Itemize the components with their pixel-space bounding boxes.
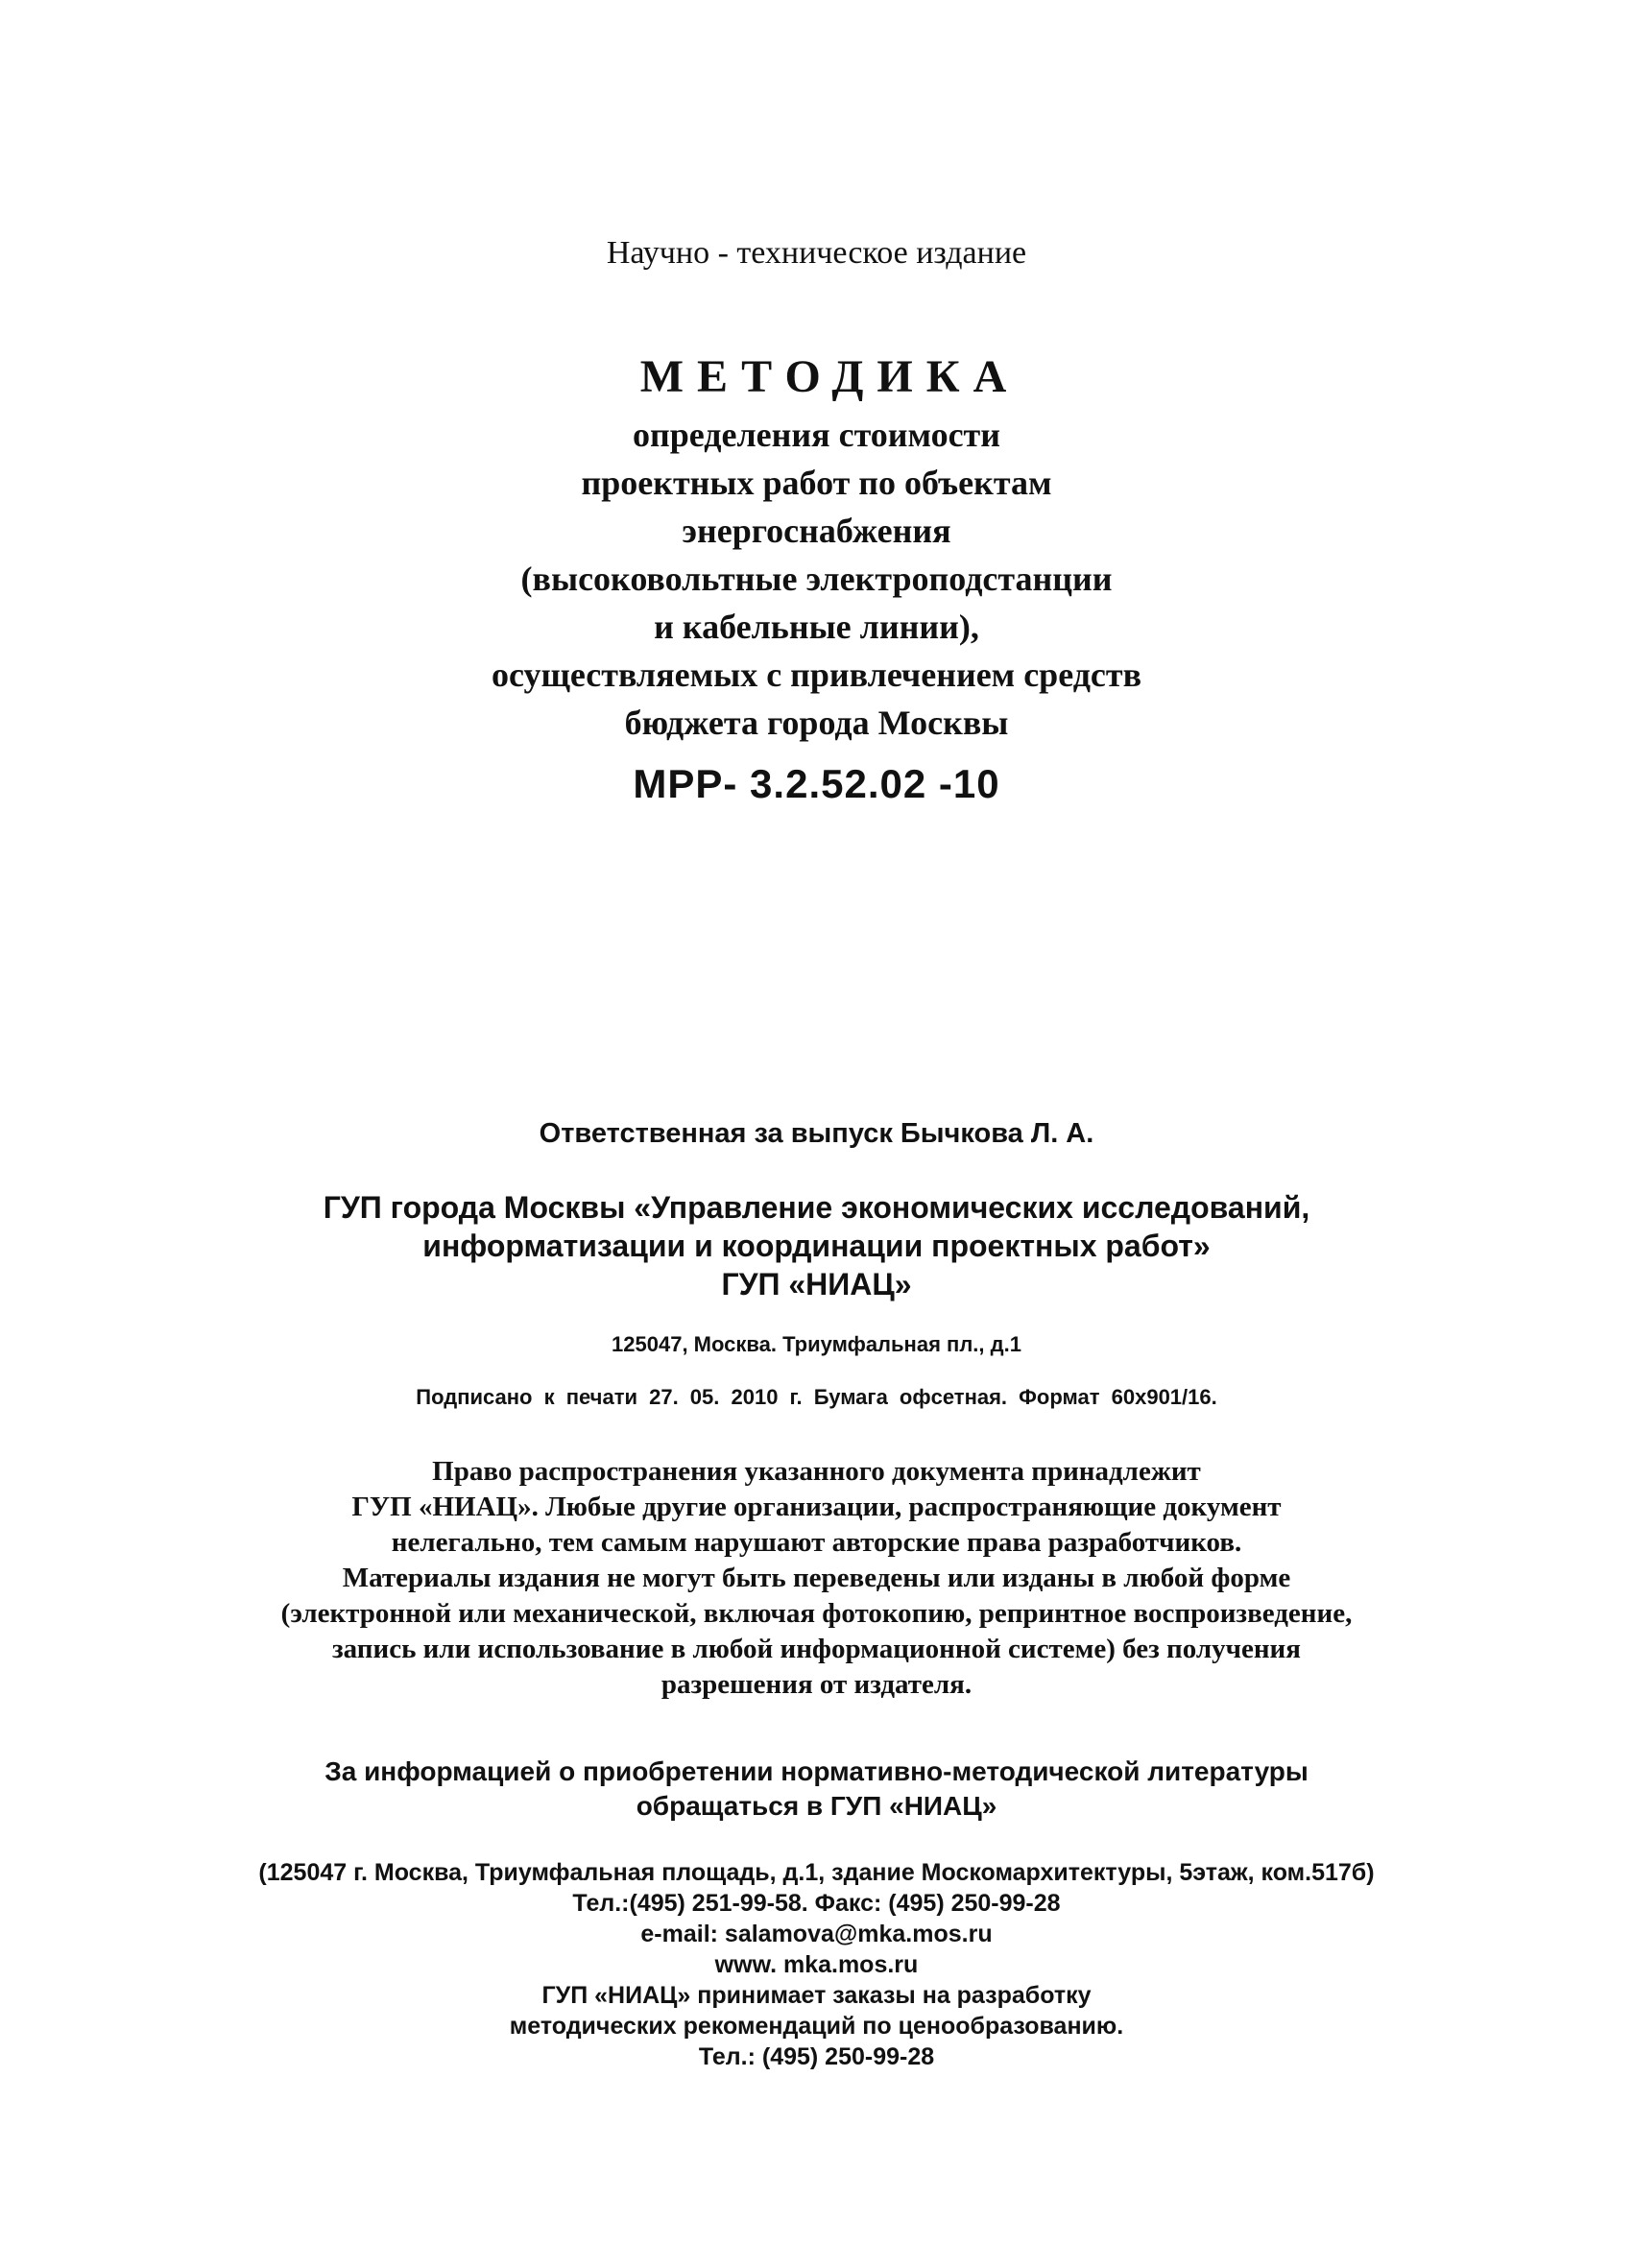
purchase-info <box>0 1755 1633 1824</box>
contact-address: (125047 г. Москва, Триумфальная площадь, д.1, здание Москомархитектуры, 5этаж, ком.517б) <box>258 1859 1375 1886</box>
title-description-line: бюджета города Москвы <box>624 704 1009 742</box>
title-description-line: осуществляемых с привлечением средств <box>491 656 1142 694</box>
copyright-line: разрешения от издателя. <box>660 1669 973 1700</box>
purchase-line: обращаться в ГУП «НИАЦ» <box>636 1791 997 1821</box>
title-description <box>0 411 1633 747</box>
publisher-info <box>0 1188 1633 1303</box>
title-description-line: проектных работ по объектам <box>581 464 1052 502</box>
copyright-line: нелегально, тем самым нарушают авторские права разработчиков. <box>391 1527 1242 1558</box>
title-description-line: (высоковольтные электроподстанции <box>520 560 1113 598</box>
title-description-line: энергоснабжения <box>682 512 951 550</box>
publisher-line: информатизации и координации проектных работ» <box>422 1229 1211 1263</box>
copyright-line: ГУП «НИАЦ». Любые другие организации, распространяющие документ <box>351 1492 1282 1522</box>
document-code <box>0 761 1633 807</box>
edition-type-text: Научно - техническое издание <box>606 235 1027 271</box>
contact-line: методических рекомендаций по ценообразованию. <box>509 2013 1124 2040</box>
publisher-line: ГУП «НИАЦ» <box>721 1267 912 1301</box>
document-code-text: МРР- 3.2.52.02 -10 <box>633 761 1000 806</box>
title-description-line: и кабельные линии), <box>654 608 979 646</box>
contact-phone: Тел.: (495) 250-99-28 <box>698 2043 935 2070</box>
responsible-editor <box>0 1118 1633 1150</box>
edition-type <box>0 235 1633 272</box>
contact-website: www. mka.mos.ru <box>714 1951 919 1978</box>
publisher-address-text: 125047, Москва. Триумфальная пл., д.1 <box>612 1332 1021 1356</box>
contact-email: e-mail: salamova@mka.mos.ru <box>640 1921 993 1947</box>
purchase-line: За информацией о приобретении нормативно-методической литературы <box>324 1756 1309 1786</box>
print-info-text: Подписано к печати 27. 05. 2010 г. Бумага офсетная. Формат 60х901/16. <box>416 1385 1217 1409</box>
document-title <box>0 350 1633 403</box>
copyright-notice <box>0 1454 1633 1703</box>
responsible-editor-text: Ответственная за выпуск Бычкова Л. А. <box>539 1118 1094 1149</box>
publisher-line: ГУП города Москвы «Управление экономических исследований, <box>323 1190 1310 1225</box>
contact-line: ГУП «НИАЦ» принимает заказы на разработку <box>541 1982 1092 2009</box>
document-title-text: МЕТОДИКА <box>639 351 1021 402</box>
title-description-line: определения стоимости <box>633 416 1000 454</box>
copyright-line: Материалы издания не могут быть переведены или изданы в любой форме <box>342 1563 1291 1593</box>
copyright-line: Право распространения указанного документа принадлежит <box>432 1456 1201 1487</box>
copyright-line: (электронной или механической, включая фотокопию, репринтное воспроизведение, <box>280 1598 1353 1629</box>
copyright-line: запись или использование в любой информационной системе) без получения <box>332 1634 1301 1664</box>
publisher-address <box>0 1332 1633 1357</box>
print-info <box>0 1385 1633 1410</box>
contact-phone-fax: Тел.:(495) 251-99-58. Факс: (495) 250-99-28 <box>572 1890 1061 1917</box>
contact-info <box>0 1857 1633 2072</box>
